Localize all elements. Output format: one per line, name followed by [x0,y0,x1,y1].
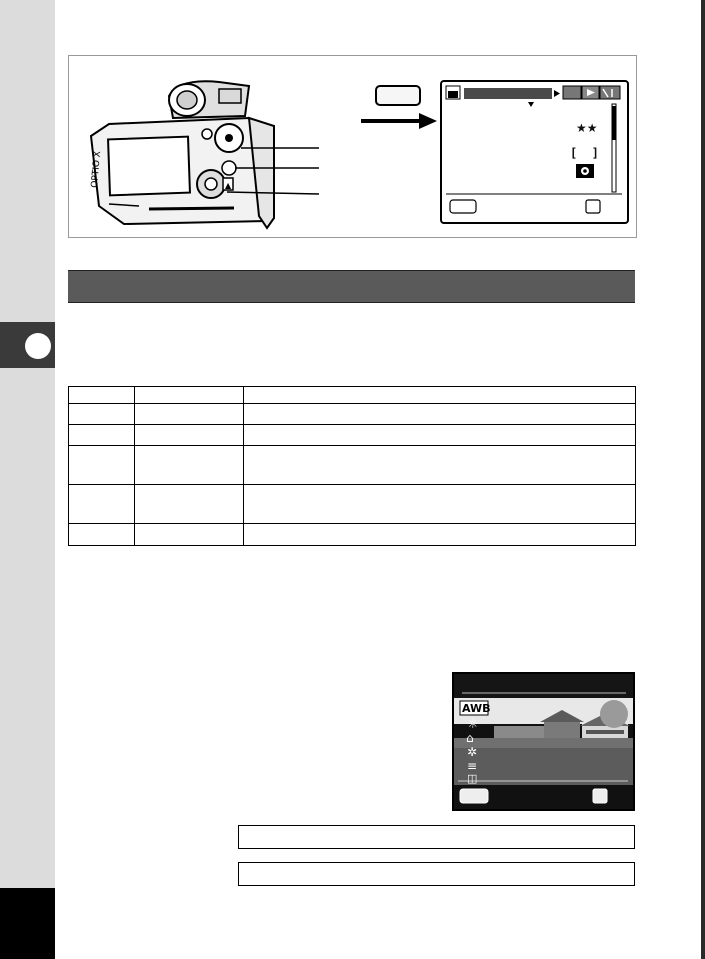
table-cell [244,446,636,485]
table-cell [244,425,636,446]
chapter-number-badge [25,333,51,359]
table-row [69,404,636,425]
daylight-icon: ☼ [467,717,479,732]
shade-icon: ⌂ [466,731,474,745]
table-row [69,387,636,404]
table-cell [69,446,135,485]
table-row [69,485,636,524]
chapter-sidebar [0,0,55,959]
svg-text:OPTIO X: OPTIO X [90,150,104,189]
table-row [69,446,636,485]
table-row [69,425,636,446]
lcd-menu-screen [440,80,629,224]
table-cell [135,387,244,404]
memo-box [238,825,635,849]
fluorescent-icon: ≡ [467,759,478,773]
tungsten-icon: ✲ [467,745,478,759]
table-cell [244,485,636,524]
af-area-bracket: [ ] [570,146,599,160]
table-cell [69,404,135,425]
menu-button-icon [375,85,421,106]
camera-body-illustration [69,56,349,237]
table-cell [135,524,244,546]
table-cell [69,425,135,446]
table-row [69,524,636,546]
table-cell [69,387,135,404]
white-balance-preview [452,672,635,811]
memo-box [238,862,635,886]
table-cell [135,404,244,425]
table-cell [69,485,135,524]
awb-icon: AWB [462,702,491,715]
illustration-panel [68,55,637,238]
section-title-bar [68,270,635,303]
table-cell [244,404,636,425]
page-number-block [0,888,55,959]
table-cell [135,446,244,485]
manual-wb-icon: ◫ [467,772,478,785]
table-cell [69,524,135,546]
settings-table [68,386,636,546]
quality-stars: ★★ [576,121,598,135]
arrow-right-icon [361,111,441,131]
table-cell [135,485,244,524]
table-cell [135,425,244,446]
page-edge [701,0,705,959]
svg-text:▲: ▲ [225,181,232,190]
table-cell [244,524,636,546]
table-cell [244,387,636,404]
